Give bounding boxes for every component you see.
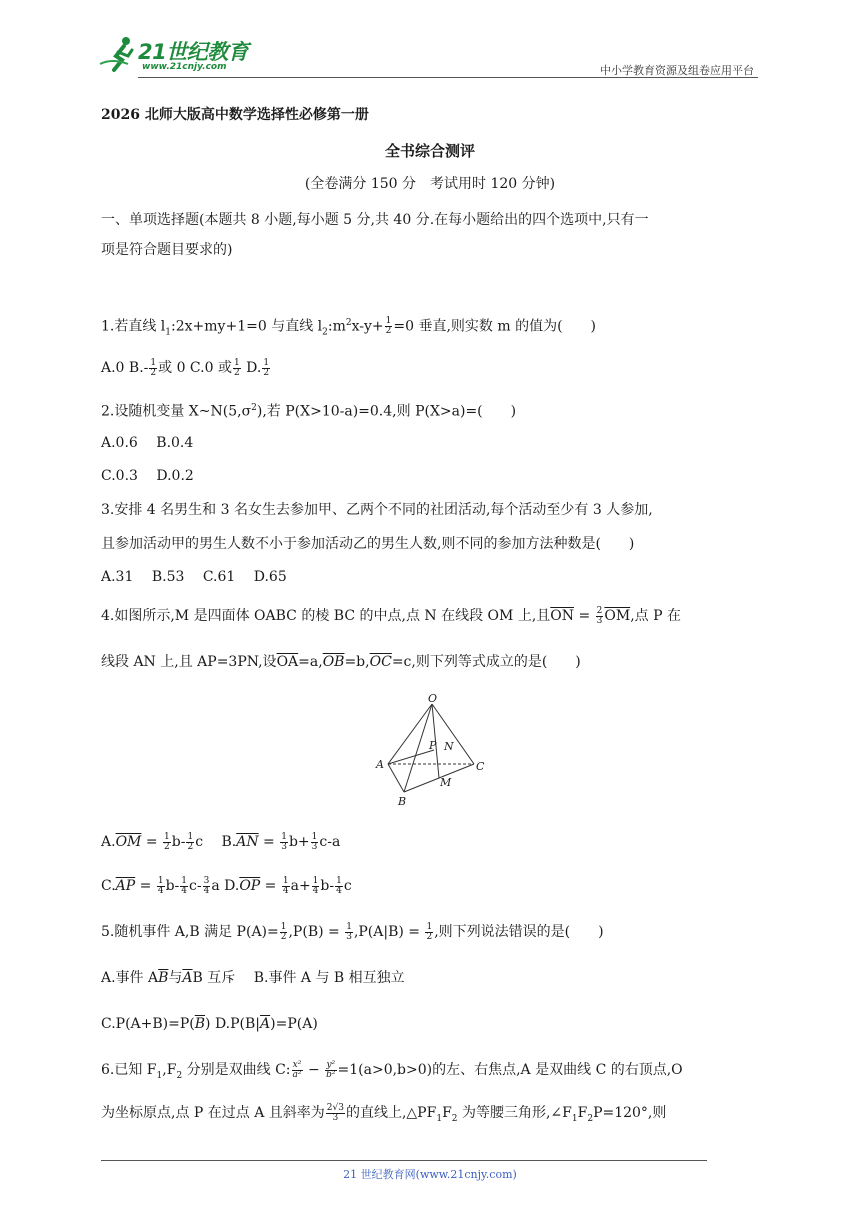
label-p: P — [429, 739, 437, 752]
header-platform-text: 中小学教育资源及组卷应用平台 — [600, 64, 754, 77]
question-4-line2: 线段 AN 上,且 AP=3PN,设$\overline{OA}=a,\overline{OB}=b,\overline{OC}=c$,则下列等式成立的是( ) — [101, 654, 581, 670]
question-6-line2: 为坐标原点,点 P 在过点 A 且斜率为 $\frac{2√3}{3}$ 的直线上$,\triangle PF_1F_2$ 为等腰三角形$,\angle F_1F_2P=120^\circ$,则 — [101, 1102, 667, 1124]
section-intro-line1: 一、单项选择题(本题共 8 小题,每小题 5 分,共 40 分.在每小题给出的四个选项中,只有一 — [101, 212, 649, 228]
question-4-options-cd: $C.\overline{AP}$ = $\frac{1}{4}$ b- $\frac{1}{4}$ c- $\frac{3}{4}$ a $D.\overline{OP}$ = $\frac{1}{4}$ a+ $\frac{1}{4}$ b- $\frac{1}{4}$ c — [101, 875, 352, 896]
question-2: 2.设随机变量 $X\sim N(5,\sigma^2)$,若 P(X>10-a)=0.4,则 P(X>a)=( ) — [101, 403, 517, 420]
logo-url: www.21cnjy.com — [142, 62, 227, 72]
page-heading: 2026 北师大版高中数学选择性必修第一册 — [101, 107, 369, 123]
doc-subtitle: (全卷满分 150 分 考试用时 120 分钟) — [304, 176, 556, 192]
page-header — [98, 30, 758, 82]
question-4-line1: 4.如图所示,M 是四面体 OABC 的棱 BC 的中点,点 N 在线段 OM 上,且$\overline{ON}$ = $\frac{2}{3}$ $\overline{OM}$,点 P 在 — [101, 605, 681, 626]
question-4-options-ab: $A.\overline{OM}$ = $\frac{1}{2}$ b- $\frac{1}{2}$ c $B.\overline{AN}$ = $\frac{1}{3}$ b+ $\frac{1}{3}$ c-a — [101, 831, 341, 852]
label-o: O — [428, 692, 438, 705]
section-intro-line2: 项是符合题目要求的) — [101, 242, 233, 258]
question-1: 1.若直线 $l_1:2x+my+1=0$ 与直线 $l_2:m^2x-y+$ $\frac{1}{2}$ =0 垂直,则实数 m 的值为( ) — [101, 316, 596, 338]
question-3-line2: 且参加活动甲的男生人数不小于参加活动乙的男生人数,则不同的参加方法种数是( ) — [101, 536, 635, 552]
question-3-line1: 3.安排 4 名男生和 3 名女生去参加甲、乙两个不同的社团活动,每个活动至少有 3 人参加, — [101, 502, 653, 518]
label-m: M — [440, 776, 452, 789]
header-divider — [138, 77, 758, 78]
label-b: B — [398, 795, 407, 808]
label-n: N — [444, 740, 454, 753]
footer-link[interactable]: 21 世纪教育网(www.21cnjy.com) — [343, 1168, 517, 1181]
question-3-options: A.31 B.53 C.61 D.65 — [101, 569, 287, 585]
runner-logo-icon — [98, 34, 138, 76]
logo-text: 21世纪教育 — [138, 40, 249, 64]
question-1-options: A.0 B.- $\frac{1}{2}$ 或 0 C.0 或 $\frac{1}{2}$ D. $\frac{1}{2}$ — [101, 357, 270, 378]
footer-divider — [101, 1160, 707, 1161]
question-2-options-row1: A.0.6 B.0.4 — [101, 435, 194, 451]
question-6-line1: 6.已知 $F_1,F_2$ 分别是双曲线 C: $\frac{\text{x²}}{\text{a²}}$ − $\frac{\text{y²}}{\text{b²}}$ =1(a>0,b>0)的左、右焦点,A 是双曲线 C 的右顶点,O — [101, 1059, 683, 1081]
question-2-options-row2: C.0.3 D.0.2 — [101, 468, 194, 484]
question-5-options-ab: A.事件 $A\overline{B}$与$\overline{A}B$ 互斥 B.事件 A 与 B 相互独立 — [101, 970, 405, 986]
doc-title: 全书综合测评 — [384, 142, 475, 160]
question-5-options-cd: $C.P(A+B)=P(\overline{B})$ $D.P(B|\overline{A})=P(A)$ — [101, 1016, 318, 1032]
site-logo[interactable] — [98, 34, 268, 76]
label-c: C — [476, 760, 485, 773]
tetrahedron-figure — [370, 692, 490, 808]
question-5: 5.随机事件 A,B 满足 P(A)= $\frac{1}{2}$ ,P(B) = $\frac{1}{3}$ ,P(A|B) = $\frac{1}{2}$ ,则下列说法错误的是( ) — [101, 921, 604, 942]
label-a: A — [376, 758, 384, 771]
